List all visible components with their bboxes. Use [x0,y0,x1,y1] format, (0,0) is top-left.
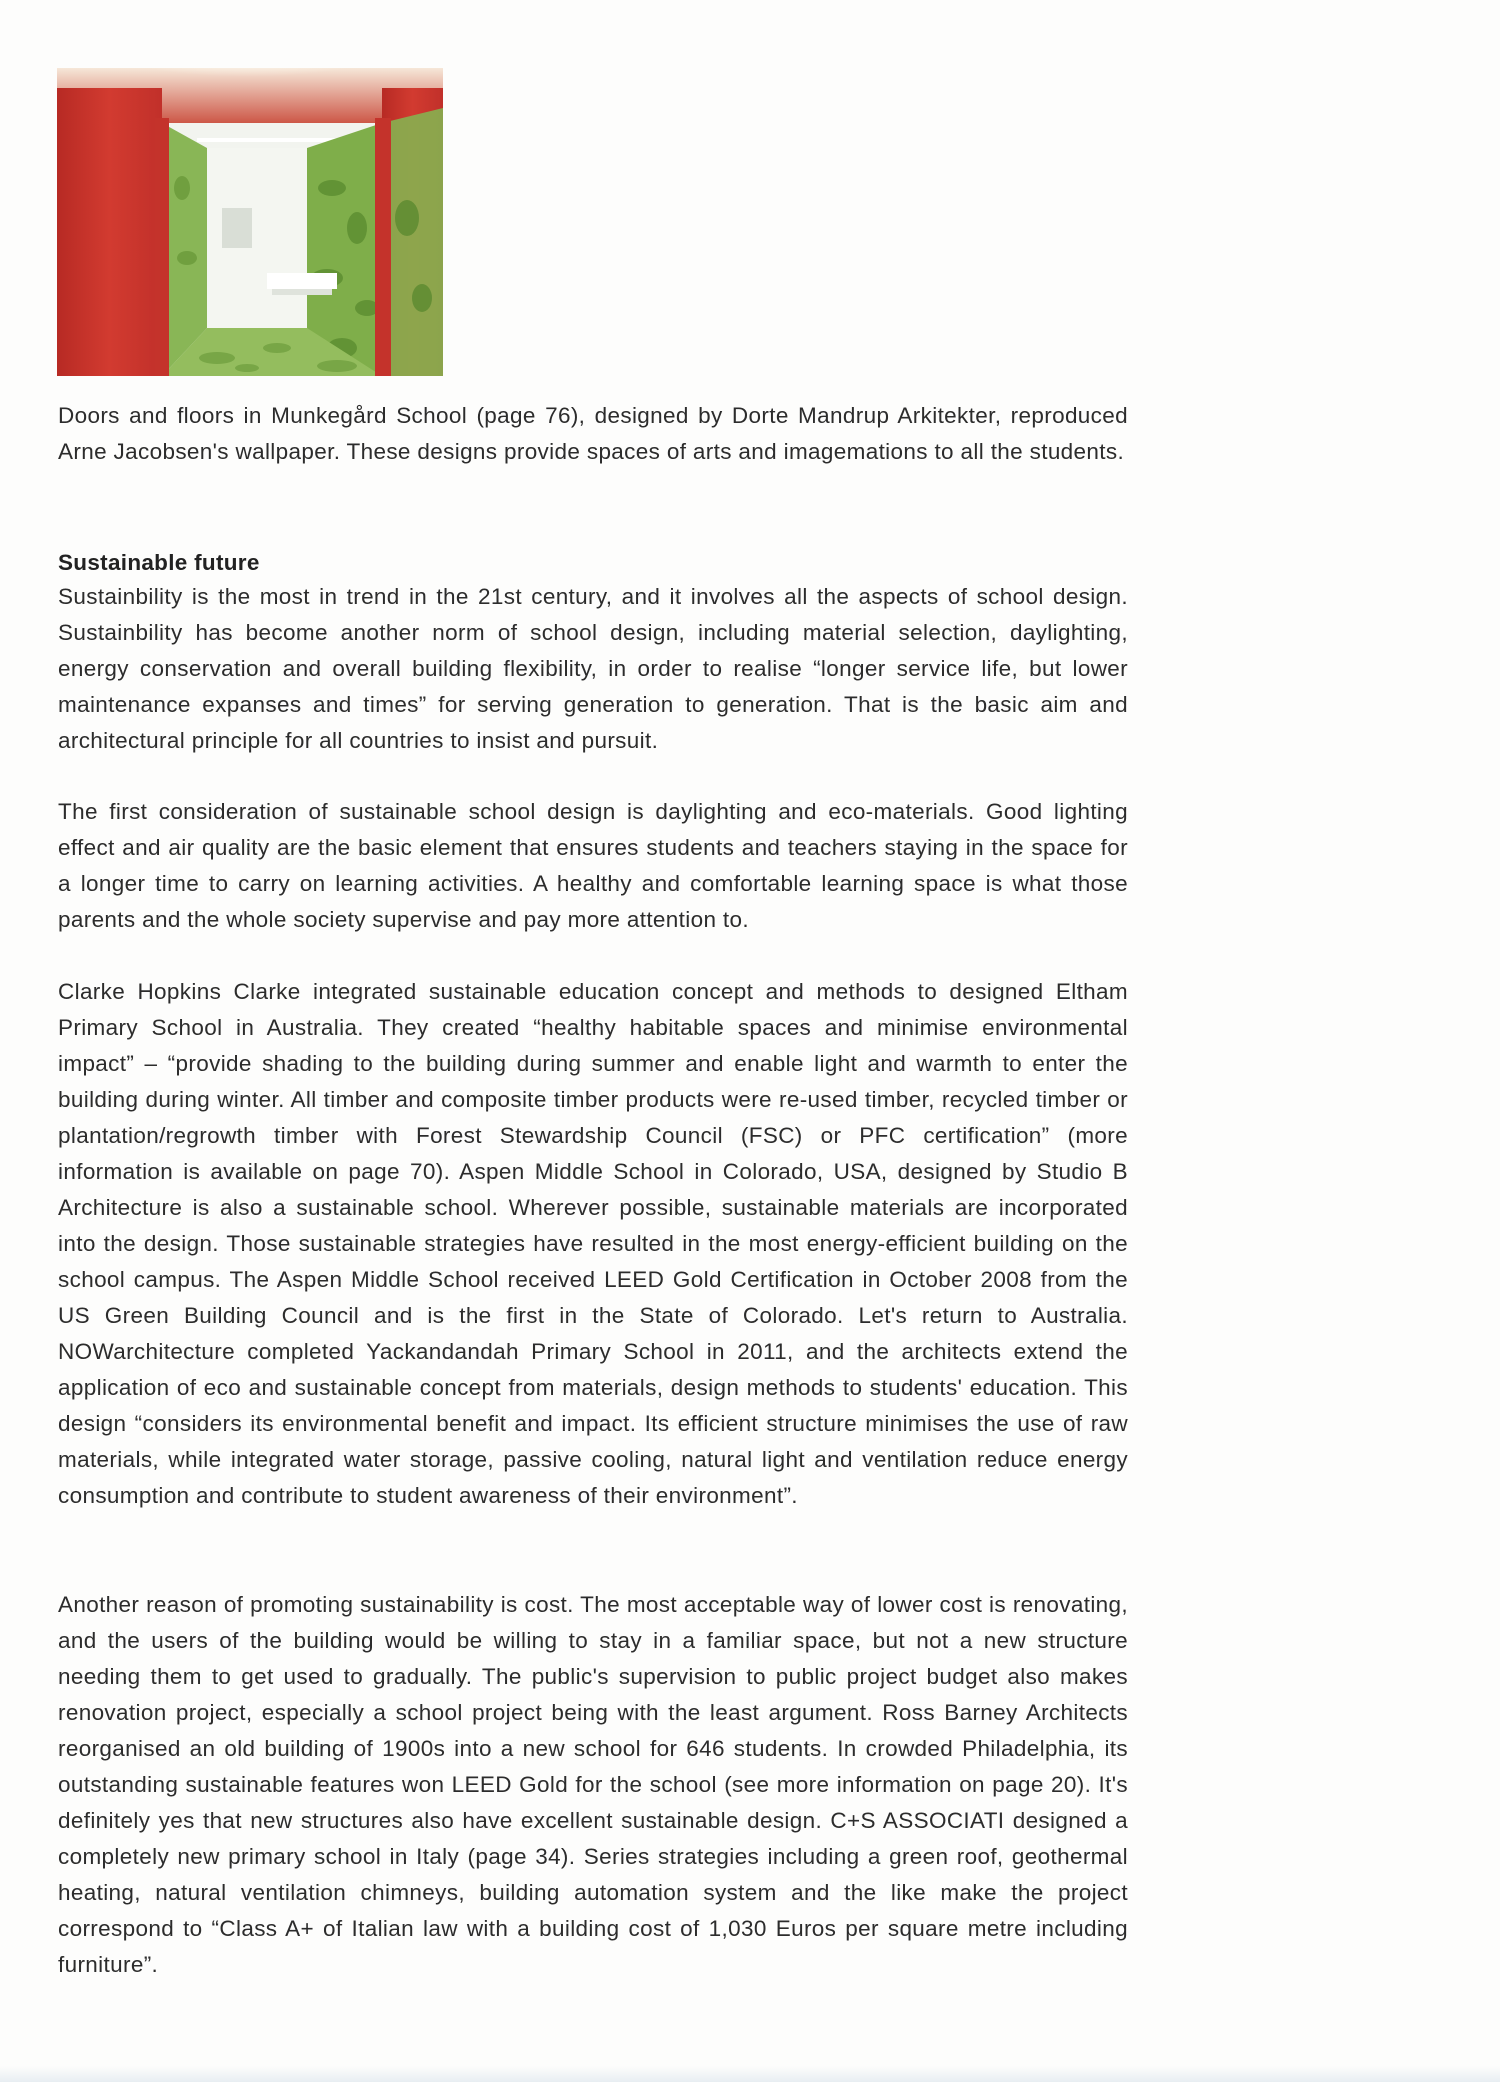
school-interior-photo [57,68,443,376]
paragraph: The first consideration of sustainable school design is daylighting and eco-materials. Good lighting effect and air quality are the basic element that ensures students and teachers staying in the space for a longer time to carry on learning activities. A healthy and comfortable learning space is what those parents and the whole society supervise and pay more attention to. [58,799,1128,932]
photo-icon [57,68,443,376]
section-heading: Sustainable future [58,550,260,575]
paragraph: Another reason of promoting sustainability is cost. The most acceptable way of lower cost is renovating, and the users of the building would be willing to stay in a familiar space, but not a new structure needing them to get used to gradually. The public's supervision to public project budget also makes renovation project, especially a school project being with the least argument. Ross Barney Architects reorganised an old building of 1900s into a new school for 646 students. In crowded Philadelphia, its outstanding sustainable features won LEED Gold for the school (see more information on page 20). It's definitely yes that new structures also have excellent sustainable design. C+S ASSOCIATI designed a completely new primary school in Italy (page 34). Series strategies including a green roof, geothermal heating, natural ventilation chimneys, building automation system and the like make the project correspond to “Class A+ of Italian law with a building cost of 1,030 Euros per square metre including furniture”. [58,1592,1128,1977]
photo-caption: Doors and floors in Munkegård School (page 76), designed by Dorte Mandrup Arkitekter, reproduced Arne Jacobsen's wallpaper. These designs provide spaces of arts and imagemations to all the students. [58,403,1128,464]
paragraph: Sustainbility is the most in trend in the 21st century, and it involves all the aspects of school design. Sustainbility has become another norm of school design, including material selection, daylighting, energy conservation and overall building flexibility, in order to realise “longer service life, but lower maintenance expanses and times” for serving generation to generation. That is the basic aim and architectural principle for all countries to insist and pursuit. [58,584,1128,753]
page-bottom-edge [0,2066,1500,2082]
paragraph: Clarke Hopkins Clarke integrated sustainable education concept and methods to designed Eltham Primary School in Australia. They created “healthy habitable spaces and minimise environmental impact” – “provide shading to the building during summer and enable light and warmth to enter the building during winter. All timber and composite timber products were re-used timber, recycled timber or plantation/regrowth timber with Forest Stewardship Council (FSC) or PFC certification” (more information is available on page 70). Aspen Middle School in Colorado, USA, designed by Studio B Architecture is also a sustainable school. Wherever possible, sustainable materials are incorporated into the design. Those sustainable strategies have resulted in the most energy-efficient building on the school campus. The Aspen Middle School received LEED Gold Certification in October 2008 from the US Green Building Council and is the first in the State of Colorado. Let's return to Australia. NOWarchitecture completed Yackandandah Primary School in 2011, and the architects extend the application of eco and sustainable concept from materials, design methods to students' education. This design “considers its environmental benefit and impact. Its efficient structure minimises the use of raw materials, while integrated water storage, passive cooling, natural light and ventilation reduce energy consumption and contribute to student awareness of their environment”. [58,979,1128,1508]
